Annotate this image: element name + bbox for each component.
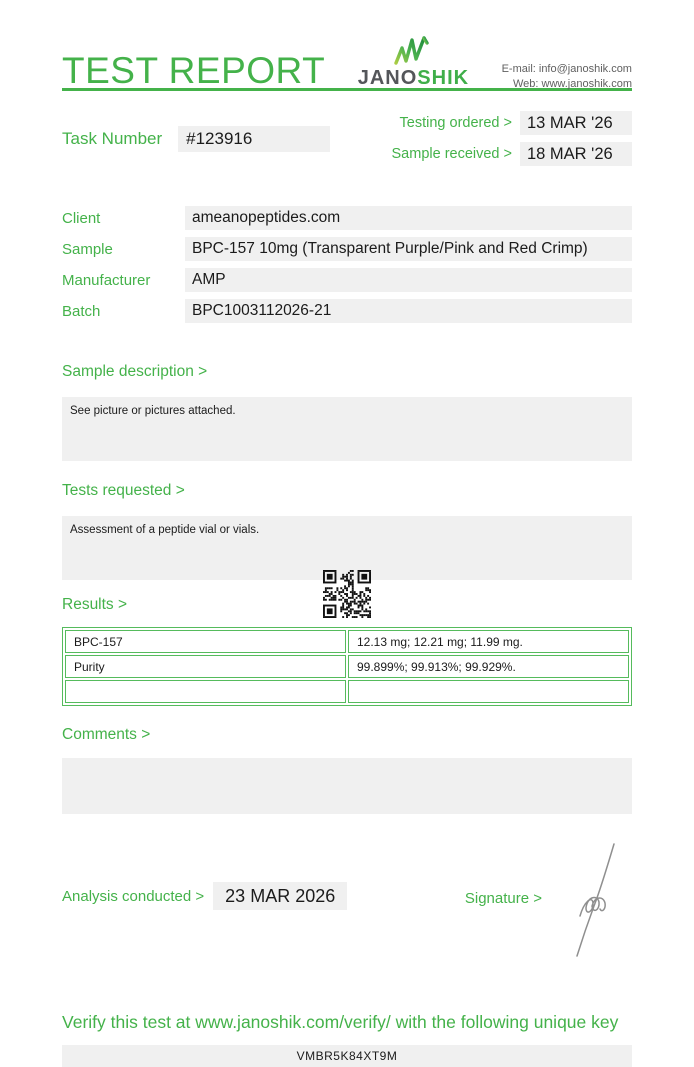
signature-icon: [556, 840, 626, 960]
client-value: ameanopeptides.com: [185, 206, 632, 230]
task-number-label: Task Number: [62, 128, 163, 148]
analysis-conducted-label: Analysis conducted >: [62, 887, 205, 905]
table-row: [65, 680, 629, 703]
testing-ordered-label: Testing ordered >: [399, 115, 512, 131]
task-number-value: #123916: [178, 126, 330, 152]
sample-description-heading: Sample description >: [62, 363, 208, 380]
result-value: 12.13 mg; 12.21 mg; 11.99 mg.: [348, 630, 629, 653]
results-table: [62, 627, 632, 706]
sample-received-value: 18 MAR '26: [520, 142, 632, 166]
sample-received-label: Sample received >: [391, 146, 512, 162]
testing-ordered-row: [392, 111, 633, 135]
contact-web: Web: www.janoshik.com: [512, 78, 632, 90]
manufacturer-label: Manufacturer: [62, 271, 151, 289]
logo-shik: SHIK: [417, 67, 470, 89]
contact-block: [502, 62, 632, 92]
analysis-date-value: 23 MAR 2026: [213, 882, 347, 910]
results-section: [62, 596, 632, 706]
verify-key: VMBR5K84XT9M: [62, 1045, 632, 1067]
sample-row: [62, 237, 632, 261]
growth-chart-icon: [392, 36, 434, 66]
tests-requested-heading: Tests requested >: [62, 482, 185, 499]
header: [62, 0, 632, 91]
signature-block: [465, 872, 632, 960]
qr-code-icon: [323, 570, 371, 618]
sample-received-row: [392, 142, 633, 166]
comments-box: [62, 758, 632, 814]
sample-value: BPC-157 10mg (Transparent Purple/Pink and Red Crimp): [185, 237, 632, 261]
result-value: 99.899%; 99.913%; 99.929%.: [348, 655, 629, 678]
logo-wordmark: [358, 68, 469, 88]
result-value: [348, 680, 629, 703]
table-row: [65, 655, 629, 678]
result-name: Purity: [65, 655, 346, 678]
janoshik-logo: [353, 36, 473, 88]
info-section: [62, 206, 632, 323]
client-row: [62, 206, 632, 230]
comments-heading: Comments >: [62, 726, 151, 743]
results-heading: Results >: [62, 596, 128, 613]
signature-label: Signature >: [464, 890, 542, 907]
footer-section: [62, 872, 632, 968]
page-title: TEST REPORT: [62, 50, 326, 91]
result-name: BPC-157: [65, 630, 346, 653]
manufacturer-value: AMP: [185, 268, 632, 292]
task-section: [62, 111, 632, 166]
sample-description-box: See picture or pictures attached.: [62, 397, 632, 461]
logo-jano: JANO: [357, 67, 418, 89]
manufacturer-row: [62, 268, 632, 292]
batch-row: [62, 299, 632, 323]
verify-text: Verify this test at www.janoshik.com/verify/ with the following unique key: [62, 1012, 619, 1032]
analysis-conducted-row: [62, 882, 347, 910]
table-row: [65, 630, 629, 653]
batch-label: Batch: [62, 302, 101, 320]
tests-requested-box: Assessment of a peptide vial or vials.: [62, 516, 632, 580]
result-name: [65, 680, 346, 703]
sample-label: Sample: [62, 240, 113, 258]
client-label: Client: [62, 209, 101, 227]
batch-value: BPC1003112026-21: [185, 299, 632, 323]
testing-ordered-value: 13 MAR '26: [520, 111, 632, 135]
contact-email: E-mail: info@janoshik.com: [501, 63, 632, 75]
dates-block: [392, 111, 633, 166]
